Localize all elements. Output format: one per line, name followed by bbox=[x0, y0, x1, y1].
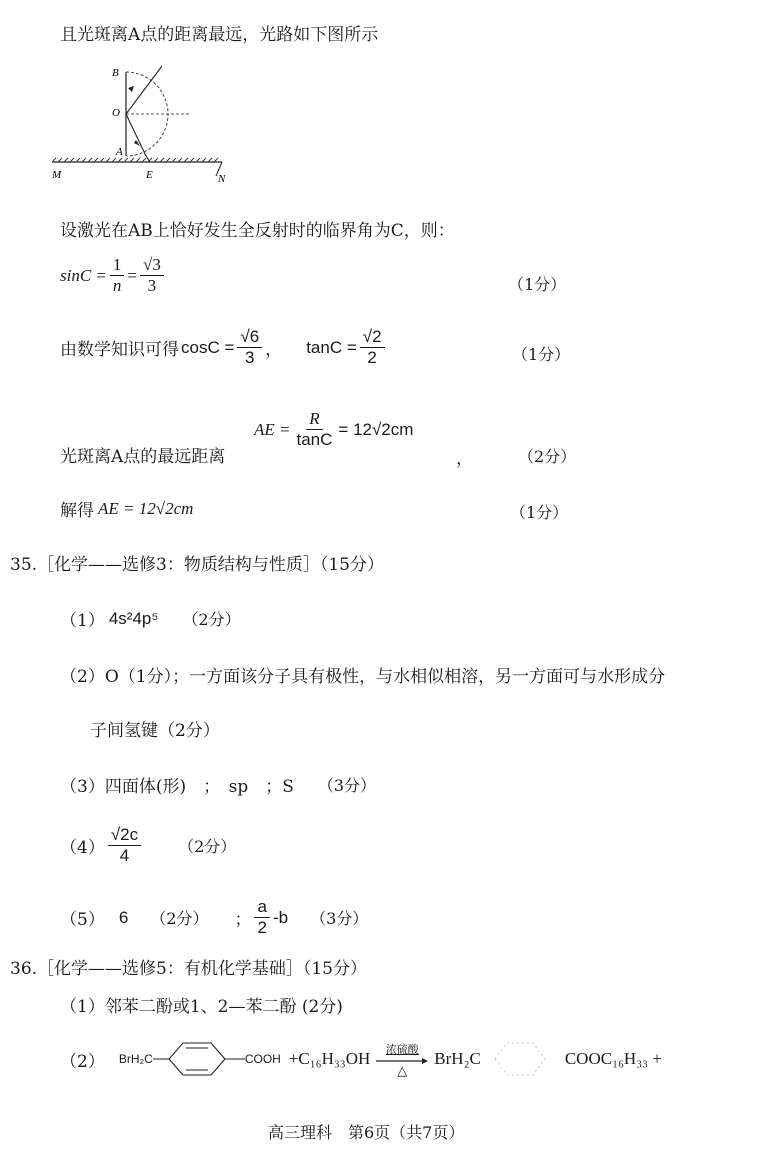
q35-p2-line1: O（1分）；一方面该分子具有极性，与水相似相溶，另一方面可与水形成分 bbox=[104, 667, 666, 687]
cos-sep: ， bbox=[265, 340, 283, 361]
q35-p1-answer: 4s²4p⁵ bbox=[108, 608, 159, 628]
cos-den: 3 bbox=[245, 347, 255, 367]
condition-top: 浓硫酸 bbox=[385, 1042, 419, 1056]
cos-tan-equation bbox=[60, 328, 388, 367]
solve-expr: AE = 12√2cm bbox=[98, 498, 194, 518]
sin-frac2 bbox=[140, 256, 164, 295]
sin-lhs: sinC = bbox=[60, 265, 107, 285]
ae-punct: ， bbox=[456, 449, 473, 469]
ae-den: tanC bbox=[296, 429, 333, 449]
q35-p3-label: （3） bbox=[60, 777, 105, 797]
intro-text: 且光斑离A点的距离最远，光路如下图所示 bbox=[60, 25, 379, 45]
q35-part1 bbox=[60, 606, 241, 631]
q35-p4-num: √2c bbox=[108, 826, 141, 846]
ae-score: （2分） bbox=[518, 447, 577, 466]
q35-title: 35.［化学——选修3：物质结构与性质］（15分） bbox=[10, 555, 384, 575]
critical-angle-text: 设激光在AB上恰好发生全反射时的临界角为C，则： bbox=[60, 221, 455, 241]
q35-p5-label: （5） bbox=[60, 910, 105, 931]
ae-text: 光斑离A点的最远距离 bbox=[60, 447, 226, 467]
solve-score: （1分） bbox=[510, 503, 569, 522]
q35-part5 bbox=[60, 898, 368, 937]
q35-p4-score: （2分） bbox=[178, 837, 237, 857]
tan-frac bbox=[360, 328, 385, 367]
q35-p5-s1: （2分） bbox=[150, 909, 209, 929]
condition-bottom: △ bbox=[397, 1063, 408, 1079]
q35-p5-den: 2 bbox=[257, 917, 267, 937]
cos-score: （1分） bbox=[512, 345, 571, 364]
optics-figure bbox=[50, 58, 250, 188]
figure-label-a: A bbox=[116, 146, 123, 158]
q35-part2 bbox=[60, 662, 665, 687]
q36-part2-reaction bbox=[60, 1034, 750, 1084]
solve-text: 解得 bbox=[60, 501, 94, 521]
tan-lhs: tanC = bbox=[306, 337, 357, 357]
q35-p1-score: （2分） bbox=[182, 610, 241, 629]
product-group: BrH₂C bbox=[434, 1049, 481, 1068]
q35-p3-score: （3分） bbox=[317, 776, 377, 795]
sin-score: （1分） bbox=[508, 275, 567, 294]
optics-diagram bbox=[50, 58, 250, 188]
q36-p1-label: （1） bbox=[60, 997, 105, 1017]
cos-frac bbox=[237, 328, 262, 367]
benzene-ring-product-faint bbox=[481, 1037, 561, 1081]
q35-p5-tail: -b bbox=[272, 907, 289, 927]
cos-lhs: cosC = bbox=[181, 337, 235, 357]
q35-part4 bbox=[60, 826, 236, 865]
sin-frac1-den: n bbox=[112, 275, 122, 295]
figure-label-e: E bbox=[146, 169, 153, 181]
q35-p5-num: a bbox=[254, 898, 269, 918]
q35-p4-label: （4） bbox=[60, 838, 105, 859]
sin-eq: = bbox=[127, 265, 137, 285]
q36-part1 bbox=[60, 992, 343, 1017]
q36-p2-label: （2） bbox=[60, 1051, 105, 1072]
q35-p2-line2: 子间氢键（2分） bbox=[90, 721, 220, 741]
acid-group: COOH bbox=[244, 1052, 281, 1066]
tan-den: 2 bbox=[367, 347, 377, 367]
figure-label-m: M bbox=[52, 169, 62, 181]
sin-frac2-den: 3 bbox=[147, 275, 157, 295]
q35-p4-den: 4 bbox=[119, 845, 130, 865]
sin-frac1 bbox=[110, 256, 125, 295]
benzene-ring-reactant bbox=[153, 1037, 245, 1081]
cos-num: √6 bbox=[237, 328, 262, 348]
q35-p3-answer: 四面体(形) ； sp ；S bbox=[104, 777, 294, 797]
tan-num: √2 bbox=[360, 328, 385, 348]
q35-p1-label: （1） bbox=[60, 611, 105, 631]
cos-intro-text: 由数学知识可得 bbox=[60, 340, 179, 361]
q35-p5-s2: （3分） bbox=[310, 909, 369, 929]
page-footer: 高三理科 第6页（共7页） bbox=[268, 1123, 465, 1142]
q36-p1-answer: 邻苯二酚或1、2—苯二酚 (2分) bbox=[104, 997, 343, 1017]
sin-frac2-num: √3 bbox=[140, 256, 164, 276]
q36-title: 36.［化学——选修5：有机化学基础］（15分） bbox=[10, 959, 367, 979]
ester-group: COOC₁₆H₃₃ + bbox=[564, 1049, 662, 1068]
figure-label-b: B bbox=[112, 67, 119, 79]
ae-frac bbox=[294, 410, 336, 449]
q35-p5-a1: 6 bbox=[118, 907, 129, 927]
solve-line bbox=[60, 496, 193, 521]
sin-equation bbox=[60, 256, 167, 295]
reaction-arrow bbox=[376, 1041, 428, 1078]
q35-p5-frac bbox=[254, 898, 269, 937]
reactant-group: BrH₂C bbox=[118, 1052, 153, 1066]
ae-rhs: = 12√2cm bbox=[338, 419, 414, 439]
ae-lhs: AE = bbox=[254, 419, 291, 439]
reagent-alcohol: +C₁₆H₃₃OH bbox=[288, 1049, 371, 1068]
q35-part3 bbox=[60, 772, 376, 797]
figure-label-o: O bbox=[112, 107, 120, 119]
q35-p2-label: （2） bbox=[60, 667, 105, 687]
q35-p4-frac bbox=[108, 826, 141, 865]
figure-label-n: N bbox=[218, 173, 226, 185]
sin-frac1-num: 1 bbox=[110, 256, 125, 276]
q35-p5-sep: ； bbox=[234, 910, 252, 931]
ae-equation bbox=[254, 410, 413, 449]
ae-num: R bbox=[306, 410, 322, 430]
